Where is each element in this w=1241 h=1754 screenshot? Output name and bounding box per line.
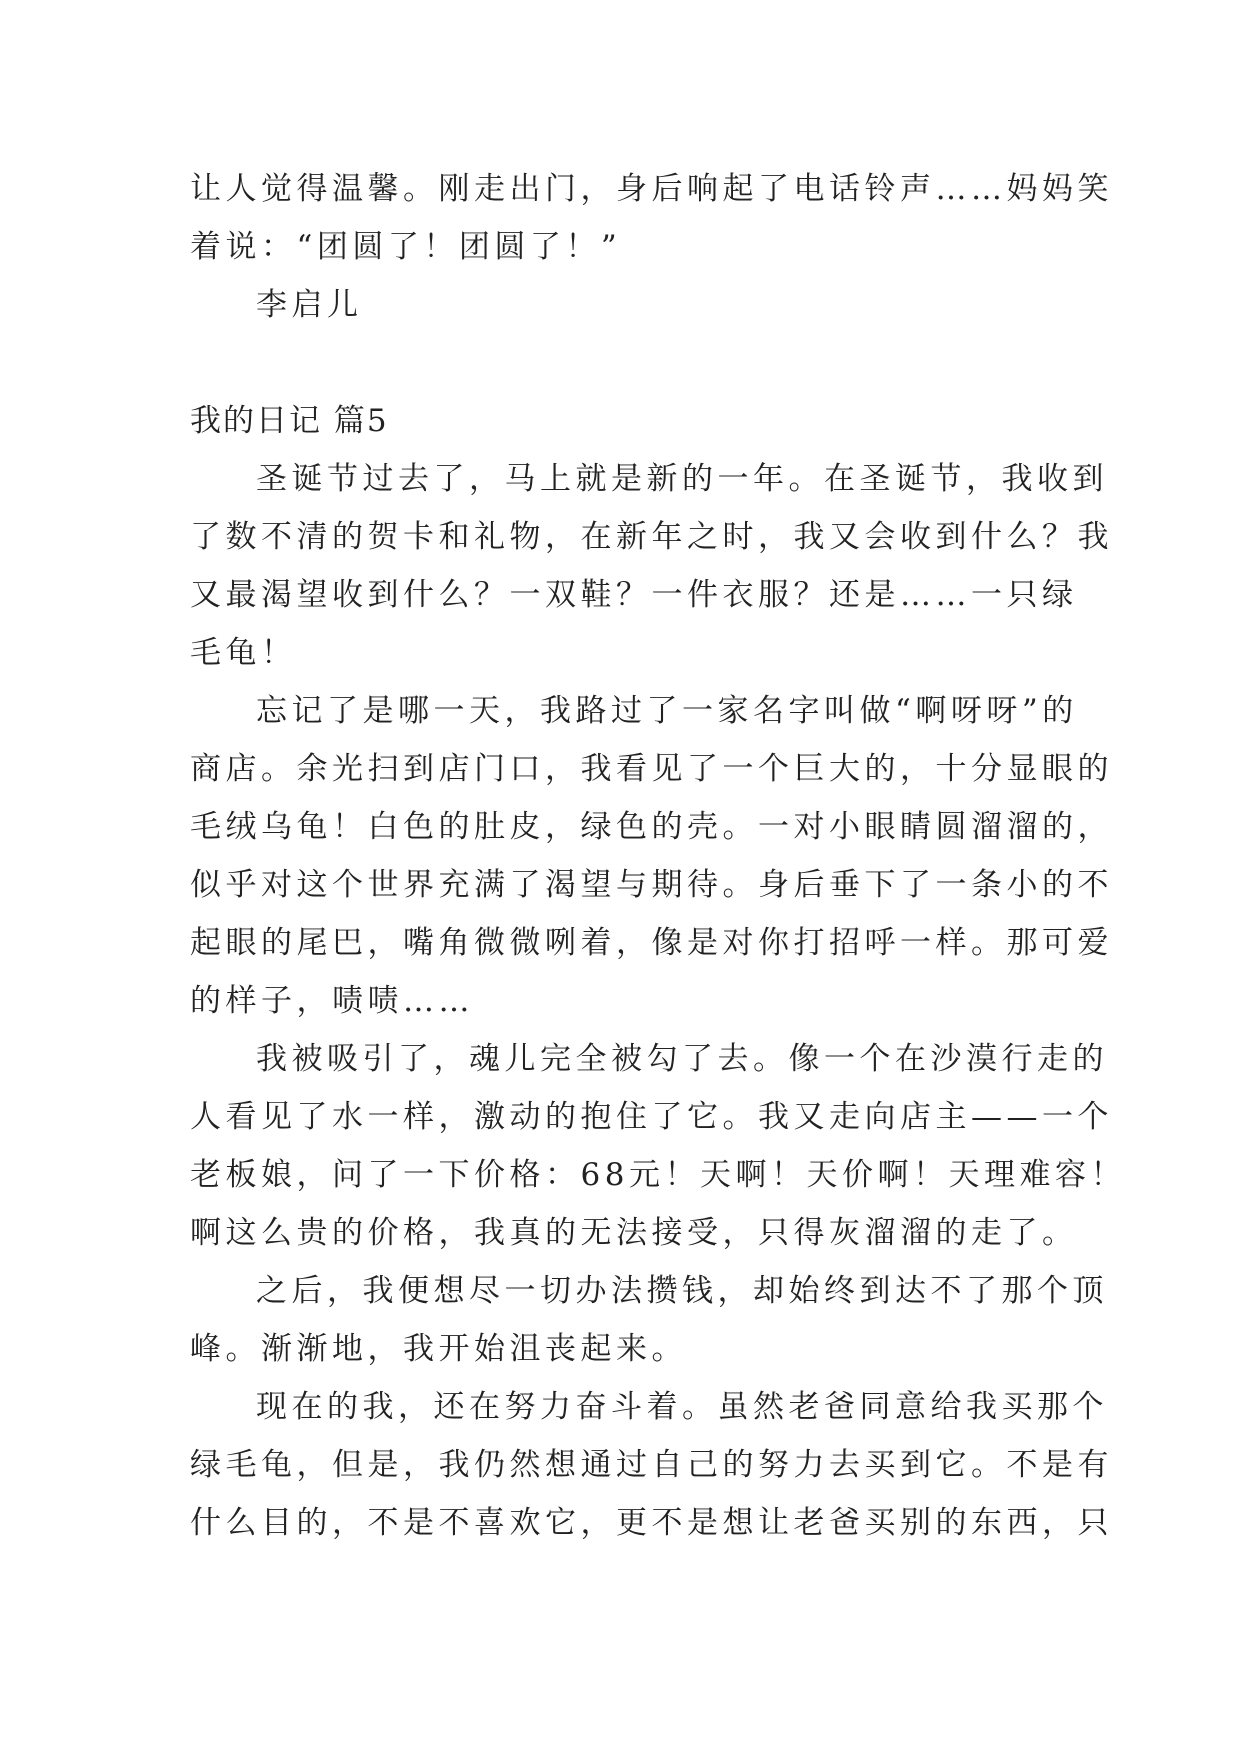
text-line: 啊这么贵的价格，我真的无法接受，只得灰溜溜的走了。 bbox=[190, 1215, 1078, 1251]
text-line: 人看见了水一样，激动的抱住了它。我又走向店主——一个 bbox=[190, 1099, 1113, 1135]
essay-title: 我的日记 篇5 bbox=[190, 403, 389, 439]
text-line: 老板娘，问了一下价格：68元！天啊！天价啊！天理难容！ bbox=[190, 1157, 1126, 1193]
text-line: 毛龟！ bbox=[190, 635, 297, 671]
document-body bbox=[190, 160, 1126, 1552]
text-line: 了数不清的贺卡和礼物，在新年之时，我又会收到什么？我 bbox=[190, 519, 1113, 555]
text-line: 峰。渐渐地，我开始沮丧起来。 bbox=[190, 1331, 687, 1367]
text-line: 我被吸引了，魂儿完全被勾了去。像一个在沙漠行走的 bbox=[256, 1041, 1108, 1077]
text-line: 又最渴望收到什么？一双鞋？一件衣服？还是……一只绿 bbox=[190, 577, 1078, 613]
text-line: 什么目的，不是不喜欢它，更不是想让老爸买别的东西，只 bbox=[190, 1505, 1113, 1541]
text-line: 着说：“团圆了！团圆了！” bbox=[190, 229, 622, 265]
text-line: 让人觉得温馨。刚走出门，身后响起了电话铃声……妈妈笑 bbox=[190, 171, 1113, 207]
text-line: 似乎对这个世界充满了渴望与期待。身后垂下了一条小的不 bbox=[190, 867, 1113, 903]
text-line: 起眼的尾巴，嘴角微微咧着，像是对你打招呼一样。那可爱 bbox=[190, 925, 1113, 961]
spacer bbox=[190, 334, 1050, 392]
text-line: 毛绒乌龟！白色的肚皮，绿色的壳。一对小眼睛圆溜溜的， bbox=[190, 809, 1113, 845]
text-line: 绿毛龟，但是，我仍然想通过自己的努力去买到它。不是有 bbox=[190, 1447, 1113, 1483]
text-line: 之后，我便想尽一切办法攒钱，却始终到达不了那个顶 bbox=[256, 1273, 1108, 1309]
text-line: 商店。余光扫到店门口，我看见了一个巨大的，十分显眼的 bbox=[190, 751, 1113, 787]
author-name: 李启儿 bbox=[256, 287, 363, 323]
text-line: 的样子，啧啧…… bbox=[190, 983, 474, 1019]
text-line: 现在的我，还在努力奋斗着。虽然老爸同意给我买那个 bbox=[256, 1389, 1108, 1425]
text-line: 圣诞节过去了，马上就是新的一年。在圣诞节，我收到 bbox=[256, 461, 1108, 497]
text-line: 忘记了是哪一天，我路过了一家名字叫做“啊呀呀”的 bbox=[256, 693, 1078, 729]
